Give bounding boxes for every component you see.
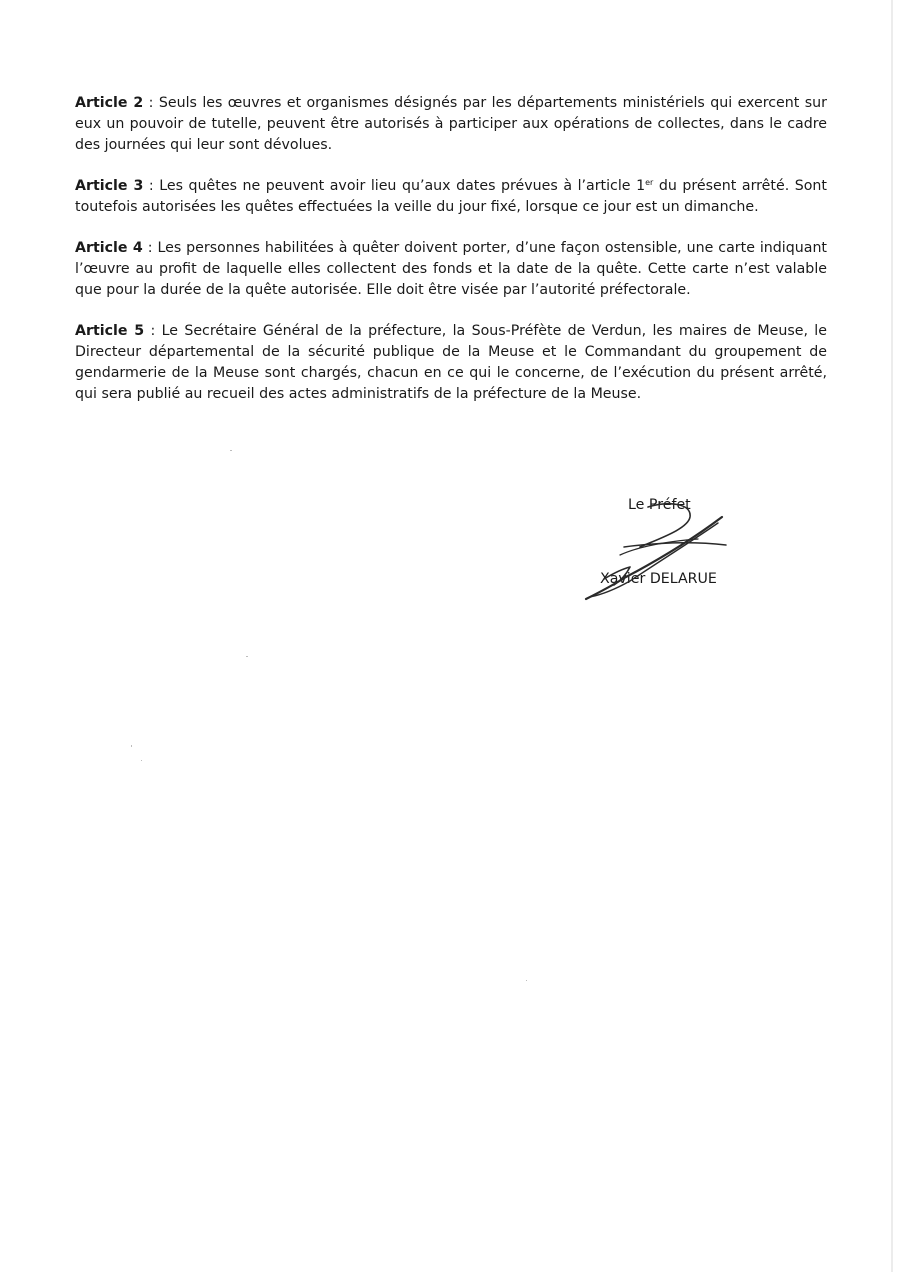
scan-speck <box>246 656 248 657</box>
articles-section <box>75 93 827 425</box>
signature-block <box>580 495 750 605</box>
signatory-name: Xavier DELARUE <box>600 571 717 587</box>
signature-title: Le Préfet <box>628 497 691 513</box>
article-2-text: : Seuls les œuvres et organismes désignés par les départements ministériels qui exercent sur eux un pouvoir de tutelle, peuvent être autorisés à participer aux opérations de collectes, dans le cadre des journées qui leur sont dévolues. <box>75 95 827 153</box>
article-4-text: : Les personnes habilitées à quêter doivent porter, d’une façon ostensible, une carte indiquant l’œuvre au profit de laquelle elles collectent des fonds et la date de la quête. Cette carte n’est valable que pour la durée de la quête autorisée. Elle doit être visée par l’autorité préfectorale. <box>75 240 827 298</box>
article-4 <box>75 238 827 301</box>
article-4-label: Article 4 <box>75 240 143 256</box>
article-3-superscript: er <box>645 178 654 187</box>
article-3-text-before: : Les quêtes ne peuvent avoir lieu qu’aux dates prévues à l’article 1 <box>143 178 646 194</box>
scan-edge-shadow <box>891 0 893 1272</box>
scan-speck <box>526 980 527 981</box>
scan-speck <box>230 450 232 451</box>
scan-speck <box>141 760 142 761</box>
article-3-label: Article 3 <box>75 178 144 194</box>
article-5-text: : Le Secrétaire Général de la préfecture, la Sous-Préfète de Verdun, les maires de Meuse, le Directeur départemental de la sécurité publique de la Meuse et le Commandant du groupement de gendarmerie de la Meuse sont chargés, chacun en ce qui le concerne, de l’exécution du présent arrêté, qui sera publié au recueil des actes administratifs de la préfecture de la Meuse. <box>75 323 827 402</box>
article-2 <box>75 93 827 156</box>
article-3 <box>75 176 827 218</box>
handwritten-signature <box>580 495 750 605</box>
article-5-label: Article 5 <box>75 323 145 339</box>
article-5 <box>75 321 827 405</box>
scan-speck <box>131 745 132 747</box>
article-3-text-after: du présent arrêté. Sont toutefois autorisées les quêtes effectuées la veille du jour fixé, lorsque ce jour est un dimanche. <box>75 178 827 215</box>
article-2-label: Article 2 <box>75 95 144 111</box>
